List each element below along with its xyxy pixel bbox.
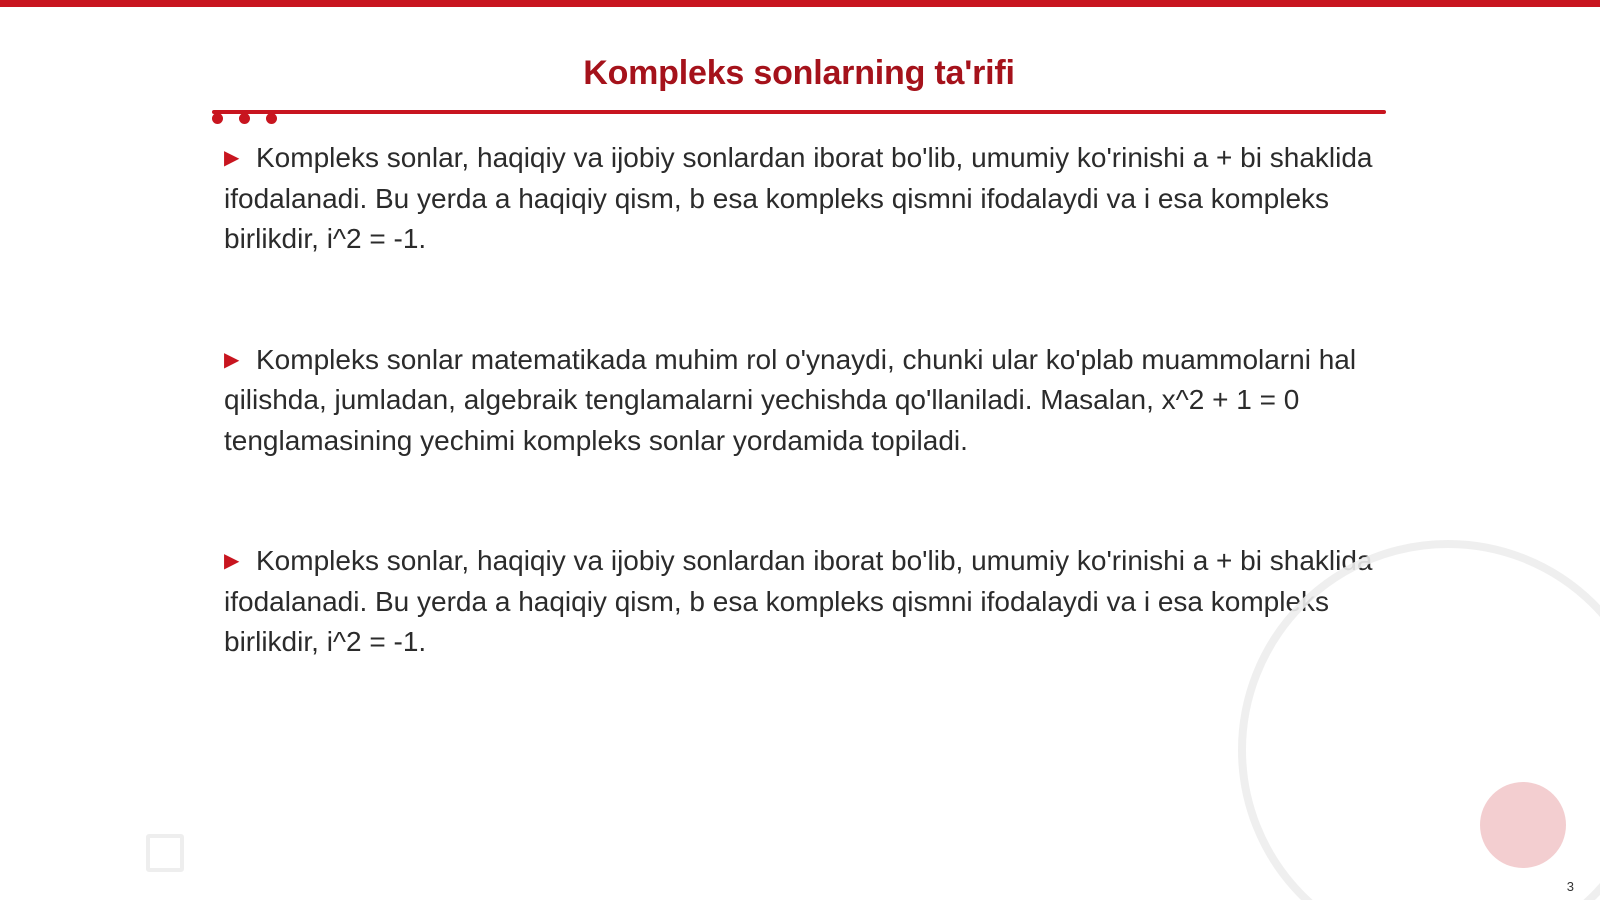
bullet-text: Kompleks sonlar, haqiqiy va ijobiy sonlardan iborat bo'lib, umumiy ko'rinishi a + bi shaklida ifodalanadi. Bu yerda a haqiqiy qism, b esa kompleks qismni ifodalaydi va i esa kompleks birlikdir, i^2 = -1.: [224, 545, 1373, 657]
decor-dot: [239, 113, 250, 124]
bullet-arrow-icon: ▶: [224, 147, 240, 169]
bullet-text: Kompleks sonlar matematikada muhim rol o'ynaydi, chunki ular ko'plab muammolarni hal qilishda, jumladan, algebraik tenglamalarni yechishda qo'llaniladi. Masalan, x^2 + 1 = 0 tenglamasining yechimi kompleks sonlar yordamida topiladi.: [224, 343, 1357, 456]
bullet-item: [224, 340, 1374, 462]
bullet-arrow-icon: ▶: [224, 550, 240, 572]
page-number: 3: [1566, 879, 1574, 894]
bullet-arrow-icon: ▶: [224, 348, 240, 371]
title-underline: [212, 110, 1386, 114]
decor-dot: [266, 113, 277, 124]
decor-dot: [212, 113, 223, 124]
bullet-item: [224, 138, 1374, 260]
bullet-item: [224, 541, 1374, 663]
top-accent-bar: [0, 0, 1600, 7]
slide-title: Kompleks sonlarning ta'rifi: [583, 54, 1015, 92]
bullet-text: Kompleks sonlar, haqiqiy va ijobiy sonlardan iborat bo'lib, umumiy ko'rinishi a + bi shaklida ifodalanadi. Bu yerda a haqiqiy qism, b esa kompleks qismni ifodalaydi va i esa kompleks birlikdir, i^2 = -1.: [224, 142, 1373, 254]
bullet-list: [224, 138, 1374, 663]
decor-blob: [1480, 782, 1566, 868]
decor-square: [146, 834, 184, 872]
